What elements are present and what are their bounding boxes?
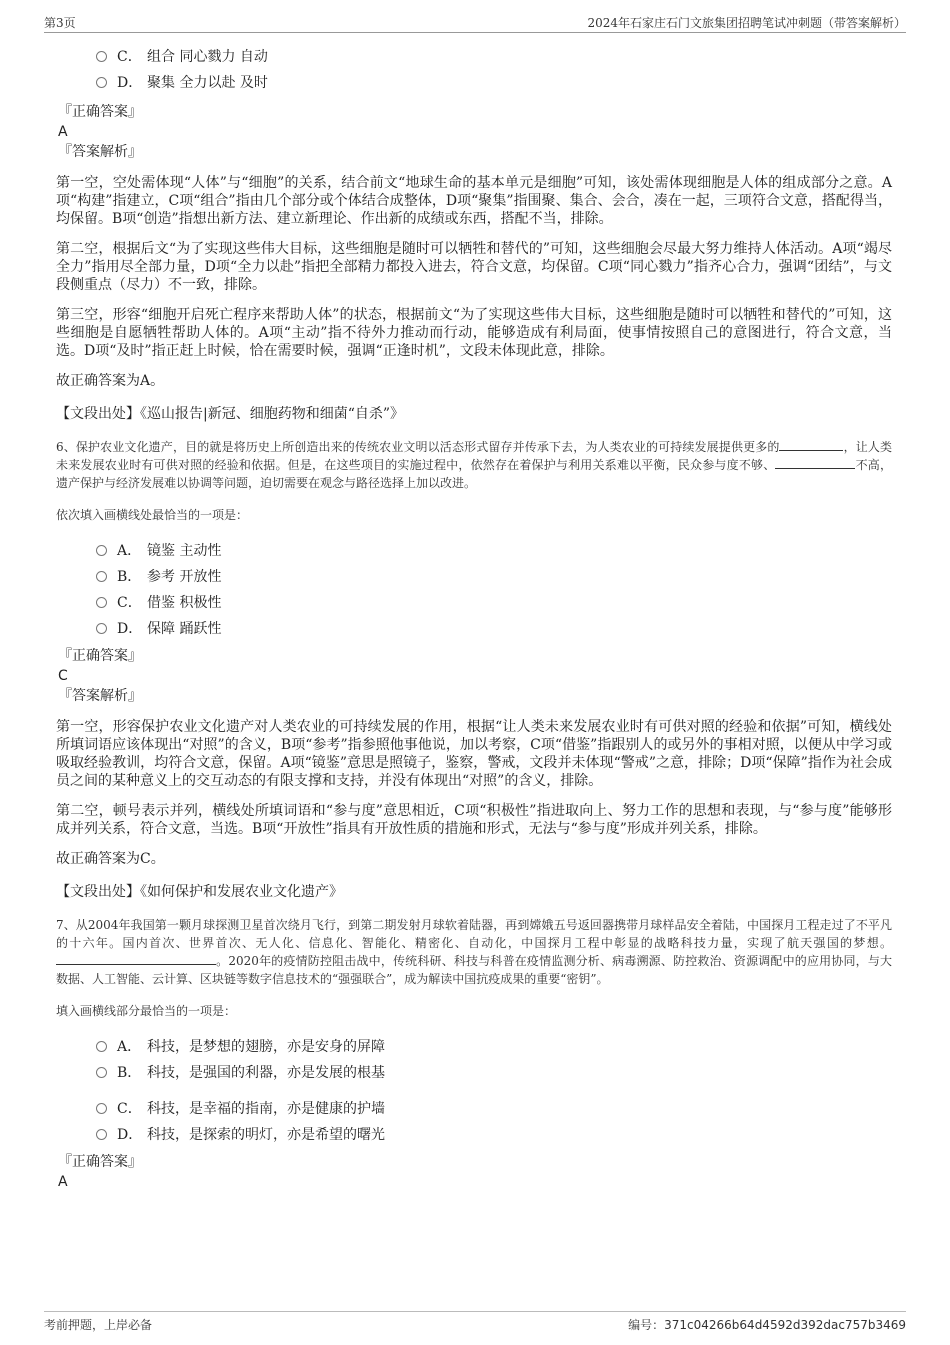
footer-slogan: 考前押题，上岸必备 bbox=[44, 1318, 153, 1332]
analysis-conclusion: 故正确答案为C。 bbox=[56, 851, 165, 867]
answer-label: 『正确答案』 bbox=[58, 648, 142, 664]
answer-label: 『正确答案』 bbox=[58, 104, 142, 120]
q6-options bbox=[56, 538, 892, 642]
analysis-paragraph: 第二空，顿号表示并列，横线处所填词语和“参与度”意思相近，C项“积极性”指进取向上、努力工作的思想和表现，与“参与度”能够形成并列关系，符合文意，当选。B项“开放性”指具有开放性质的措施和形式，无法与“参与度”形成并列关系，排除。 bbox=[56, 803, 892, 837]
analysis-paragraph: 第一空，形容保护农业文化遗产对人类农业的可持续发展的作用，根据“让人类未来发展农业时有可供对照的经验和依据”可知，横线处所填词语应该体现出“对照”的含义，B项“参考”指参照他事他说，加以考察，C项“借鉴”指跟别人的或另外的事相对照，以便从中学习或吸取经验教训，均符合文意，保留。A项“镜鉴”意思是照镜子，鉴察，警戒，文段并未体现“警戒”之意，排除；D项“保障”指作为社会成员之间的某种意义上的交互动态的有限支撑和支持，并没有体现出“对照”的含义，排除。 bbox=[56, 719, 892, 789]
question-prompt: 填入画横线部分最恰当的一项是： bbox=[56, 1004, 237, 1018]
answer-value: A bbox=[58, 124, 68, 140]
document-title: 2024年石家庄石门文旅集团招聘笔试冲刺题（带答案解析） bbox=[587, 16, 906, 30]
option-radio-d[interactable]: D． 科技，是探索的明灯，亦是希望的曙光 bbox=[96, 1122, 892, 1148]
radio-icon[interactable] bbox=[96, 1041, 107, 1052]
document-id: 编号：371c04266b64d4592d392dac757b3469 bbox=[628, 1318, 906, 1332]
page-footer bbox=[44, 1311, 906, 1334]
question-6-stem: 6、保护农业文化遗产，目的就是将历史上所创造出来的传统农业文明以活态形式留存并传承下去，为人类农业的可持续发展提供更多的 ，让人类未来发展农业时有可供对照的经验和依据。但是，在这些项目的实施过程中，依然存在着保护与利用关系难以平衡，民众参与度不够、 不高，遗产保护与经济发展难以协调等问题，迫切需要在观念与路径选择上加以改进。 bbox=[56, 440, 892, 490]
option-radio-c[interactable]: C． 借鉴 积极性 bbox=[96, 590, 892, 616]
radio-icon[interactable] bbox=[96, 545, 107, 556]
analysis-paragraph: 第三空，形容“细胞开启死亡程序来帮助人体”的状态，根据前文“为了实现这些伟大目标，这些细胞是随时可以牺牲和替代的”可知，这些细胞是自愿牺牲帮助人体的。A项“主动”指不待外力推动而行动，能够造成有利局面，使事情按照自己的意图进行，符合文意，当选。D项“及时”指正赶上时候，恰在需要时候，强调“正逢时机”，文段未体现此意，排除。 bbox=[56, 307, 892, 359]
question-prompt: 依次填入画横线处最恰当的一项是： bbox=[56, 508, 249, 522]
page-header bbox=[44, 14, 906, 33]
analysis-label: 『答案解析』 bbox=[58, 144, 142, 160]
option-radio-c[interactable]: C． 组合 同心戮力 自动 bbox=[96, 44, 892, 70]
option-radio-d[interactable]: D． 聚集 全力以赴 及时 bbox=[96, 70, 892, 96]
question-7-stem: 7、从2004年我国第一颗月球探测卫星首次绕月飞行，到第二期发射月球软着陆器，再到嫦娥五号返回器携带月球样品安全着陆，中国探月工程走过了不平凡的十六年。国内首次、世界首次、无人化、信息化、智能化、精密化、自动化，中国探月工程中彰显的战略科技力量，实现了航天强国的梦想。。2020年的疫情防控阻击战中，传统科研、科技与科普在疫情监测分析、病毒溯源、防控救治、资源调配中的应用协同，与大数据、人工智能、云计算、区块链等数字信息技术的“强强联合”，成为解读中国抗疫成果的重要“密钥”。 bbox=[56, 918, 892, 986]
fill-blank bbox=[775, 456, 855, 469]
source-citation: 【文段出处】《巡山报告|新冠、细胞药物和细菌“自杀”》 bbox=[56, 406, 405, 422]
fill-blank bbox=[56, 952, 216, 965]
option-radio-b[interactable]: B． 科技，是强国的利器，亦是发展的根基 bbox=[96, 1060, 892, 1086]
q5-options bbox=[56, 44, 892, 96]
page-number: 第3页 bbox=[44, 16, 76, 30]
option-radio-a[interactable]: A． 科技，是梦想的翅膀，亦是安身的屏障 bbox=[96, 1034, 892, 1060]
analysis-label: 『答案解析』 bbox=[58, 688, 142, 704]
radio-icon[interactable] bbox=[96, 597, 107, 608]
answer-label: 『正确答案』 bbox=[58, 1154, 142, 1170]
analysis-conclusion: 故正确答案为A。 bbox=[56, 373, 165, 389]
option-radio-a[interactable]: A． 镜鉴 主动性 bbox=[96, 538, 892, 564]
radio-icon[interactable] bbox=[96, 77, 107, 88]
q7-options bbox=[56, 1034, 892, 1148]
source-citation: 【文段出处】《如何保护和发展农业文化遗产》 bbox=[56, 884, 343, 900]
answer-value: A bbox=[58, 1174, 68, 1190]
analysis-paragraph: 第一空，空处需体现“人体”与“细胞”的关系，结合前文“地球生命的基本单元是细胞”可知，该处需体现细胞是人体的组成部分之意。A项“构建”指建立，C项“组合”指由几个部分或个体结合成整体，D项“聚集”指围聚、集合、会合，凑在一起，三项符合文意，搭配得当，均保留。B项“创造”指想出新方法、建立新理论、作出新的成绩或东西，搭配不当，排除。 bbox=[56, 175, 892, 227]
radio-icon[interactable] bbox=[96, 1103, 107, 1114]
analysis-paragraph: 第二空，根据后文“为了实现这些伟大目标，这些细胞是随时可以牺牲和替代的”可知，这些细胞会尽最大努力维持人体活动。A项“竭尽全力”指用尽全部力量，D项“全力以赴”指把全部精力都投入进去，符合文意，均保留。C项“同心戮力”指齐心合力，强调“团结”，与文段侧重点（尽力）不一致，排除。 bbox=[56, 241, 892, 293]
radio-icon[interactable] bbox=[96, 623, 107, 634]
radio-icon[interactable] bbox=[96, 51, 107, 62]
answer-value: C bbox=[58, 668, 68, 684]
radio-icon[interactable] bbox=[96, 571, 107, 582]
option-radio-b[interactable]: B． 参考 开放性 bbox=[96, 564, 892, 590]
document-body bbox=[56, 44, 892, 1192]
option-radio-d[interactable]: D． 保障 踊跃性 bbox=[96, 616, 892, 642]
radio-icon[interactable] bbox=[96, 1067, 107, 1078]
fill-blank bbox=[779, 438, 843, 451]
option-radio-c[interactable]: C． 科技，是幸福的指南，亦是健康的护墙 bbox=[96, 1096, 892, 1122]
radio-icon[interactable] bbox=[96, 1129, 107, 1140]
